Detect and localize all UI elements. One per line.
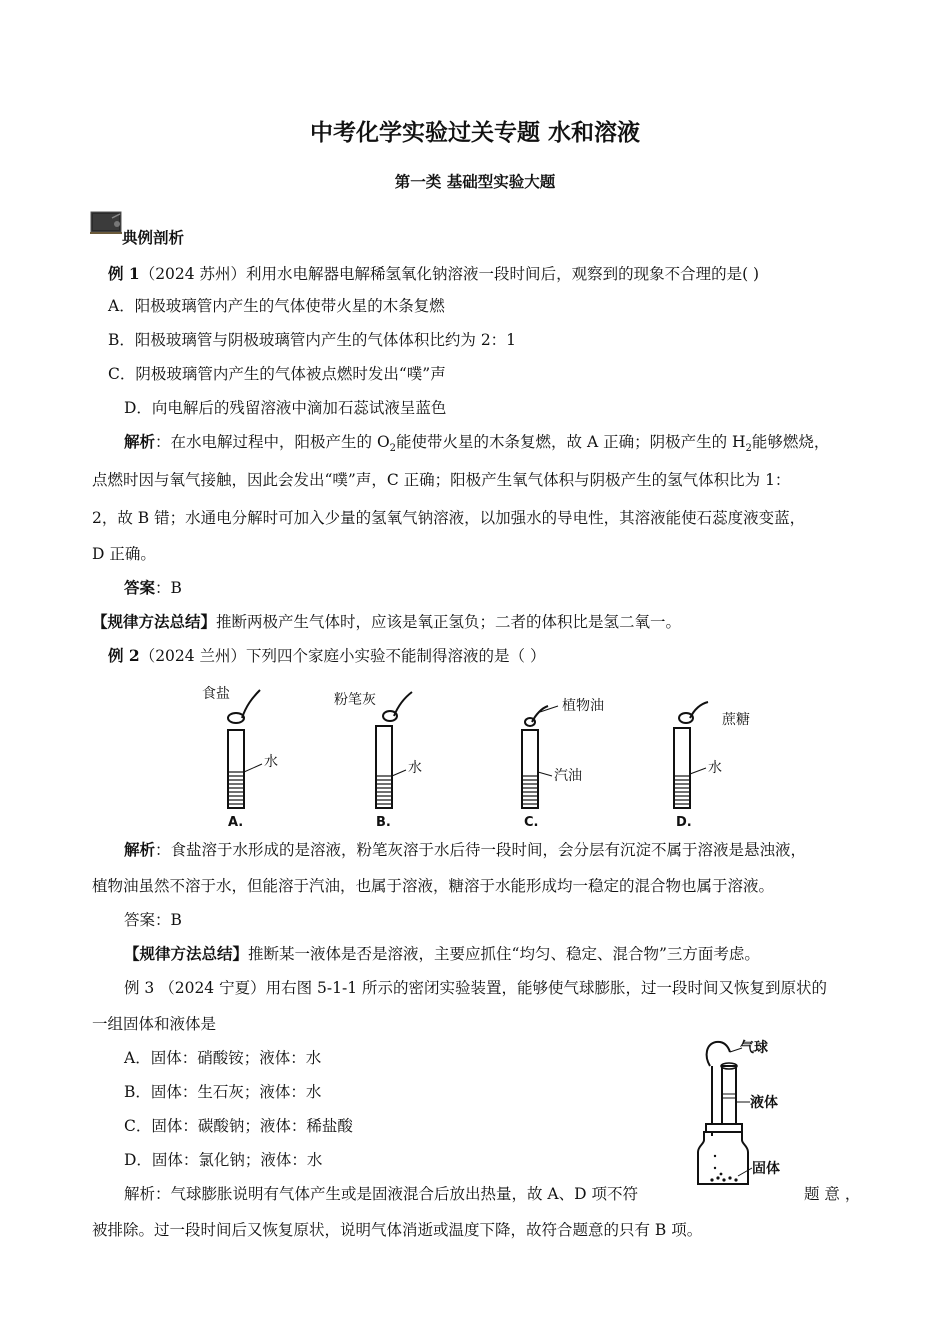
example3-stem-line2: 一组固体和液体是: [92, 1015, 217, 1033]
test-tube-figure: [190, 680, 750, 830]
tube-d: [674, 702, 750, 830]
tube-c-solvent-label: 汽油: [554, 768, 582, 784]
tube-b-letter: B.: [376, 815, 391, 830]
example3-option-c: C．固体：碳酸钠；液体：稀盐酸: [124, 1117, 353, 1135]
example1-analysis-line2: 点燃时因与氧气接触，因此会发出“噗”声，C 正确；阳极产生氧气体积与阴极产生的氢气体积比为 1：: [92, 471, 791, 489]
example3-analysis-line1-end: 题 意 ，: [804, 1185, 861, 1203]
example2-summary: 【规律方法总结】推断某一液体是否是溶液，主要应抓住“均匀、稳定、混合物”三方面考虑。: [124, 944, 760, 963]
example1-analysis-line1: 解析：在水电解过程中，阳极产生的 $O_2$能使带火星的木条复燃，故 A 正确；阴极产生的 $H_2$能够燃烧，: [124, 432, 830, 455]
blackboard-icon: [90, 210, 124, 238]
example3-analysis-line2: 被排除。过一段时间后又恢复原状，说明气体消逝或温度下降，故符合题意的只有 B 项。: [92, 1221, 703, 1239]
example3-option-a: A．固体：硝酸铵；液体：水: [124, 1049, 322, 1067]
example1-option-a: A．阳极玻璃管内产生的气体使带火星的木条复燃: [108, 297, 445, 315]
tube-c-letter: C.: [524, 815, 539, 830]
example1-stem: [108, 264, 759, 284]
example1-option-c: C．阴极玻璃管内产生的气体被点燃时发出“噗”声: [108, 365, 446, 383]
example3-stem-line1: 例 3 （2024 宁夏）用右图 5-1-1 所示的密闭实验装置，能够使气球膨胀，过一段时间又恢复到原状的: [124, 979, 828, 997]
example1-analysis-line4: D 正确。: [92, 545, 156, 563]
tube-a: [202, 685, 278, 830]
example3-option-b: B．固体：生石灰；液体：水: [124, 1083, 322, 1101]
example2-label: 例 2: [108, 646, 140, 665]
tube-b: [334, 691, 422, 830]
tube-a-solvent-label: 水: [264, 754, 278, 770]
example2-answer: 答案：B: [124, 911, 182, 929]
example1-analysis-line3: 2，故 B 错；水通电分解时可加入少量的氢氧气钠溶液，以加强水的导电性，其溶液能使石蕊度液变蓝，: [92, 509, 806, 527]
document-title: 中考化学实验过关专题 水和溶液: [309, 120, 640, 146]
tube-d-solvent-label: 水: [708, 760, 722, 776]
solid-label: 固体: [752, 1161, 780, 1177]
document-subtitle: 第一类 基础型实验大题: [394, 173, 556, 191]
example2-analysis-line2: 植物油虽然不溶于水，但能溶于汽油，也属于溶液，糖溶于水能形成均一稳定的混合物也属于溶液。: [92, 877, 775, 895]
example1-answer: 答案：B: [124, 578, 182, 597]
example1-label: 例 1: [108, 264, 140, 283]
tube-d-solute-label: 蔗糖: [722, 712, 750, 728]
example3-analysis-line1: 解析：气球膨胀说明有气体产生或是固液混合后放出热量，故 A、D 项不符: [124, 1185, 638, 1203]
tube-a-letter: A.: [228, 815, 244, 830]
example2-stem: 例 2（2024 兰州）下列四个家庭小实验不能制得溶液的是（ ）: [108, 646, 546, 665]
example3-option-d: D．固体：氯化钠；液体：水: [124, 1151, 323, 1169]
balloon-label: 气球: [740, 1040, 768, 1056]
tube-c-solute-label: 植物油: [562, 698, 604, 714]
example1-option-d: D．向电解后的残留溶液中滴加石蕊试液呈蓝色: [124, 399, 447, 417]
section-heading: 典例剖析: [122, 229, 185, 247]
tube-c: [522, 697, 604, 830]
example1-stem-text: （2024 苏州）利用水电解器电解稀氢氧化钠溶液一段时间后，观察到的现象不合理的是( ): [139, 265, 760, 283]
tube-b-solute-label: 粉笔灰: [334, 692, 376, 708]
tube-a-solute-label: 食盐: [202, 686, 230, 702]
example2-analysis-line1: 解析：食盐溶于水形成的是溶液，粉笔灰溶于水后待一段时间，会分层有沉淀不属于溶液是悬浊液，: [124, 840, 807, 859]
tube-d-letter: D.: [676, 815, 692, 830]
balloon-apparatus-figure: [690, 1036, 800, 1186]
example1-analysis-label: 解析: [124, 432, 156, 451]
example1-summary: 【规律方法总结】推断两极产生气体时，应该是氧正氢负；二者的体积比是氢二氧一。: [92, 612, 682, 631]
liquid-label: 液体: [750, 1095, 778, 1111]
tube-b-solvent-label: 水: [408, 760, 422, 776]
example1-option-b: B．阳极玻璃管与阴极玻璃管内产生的气体体积比约为 2：1: [108, 331, 517, 349]
